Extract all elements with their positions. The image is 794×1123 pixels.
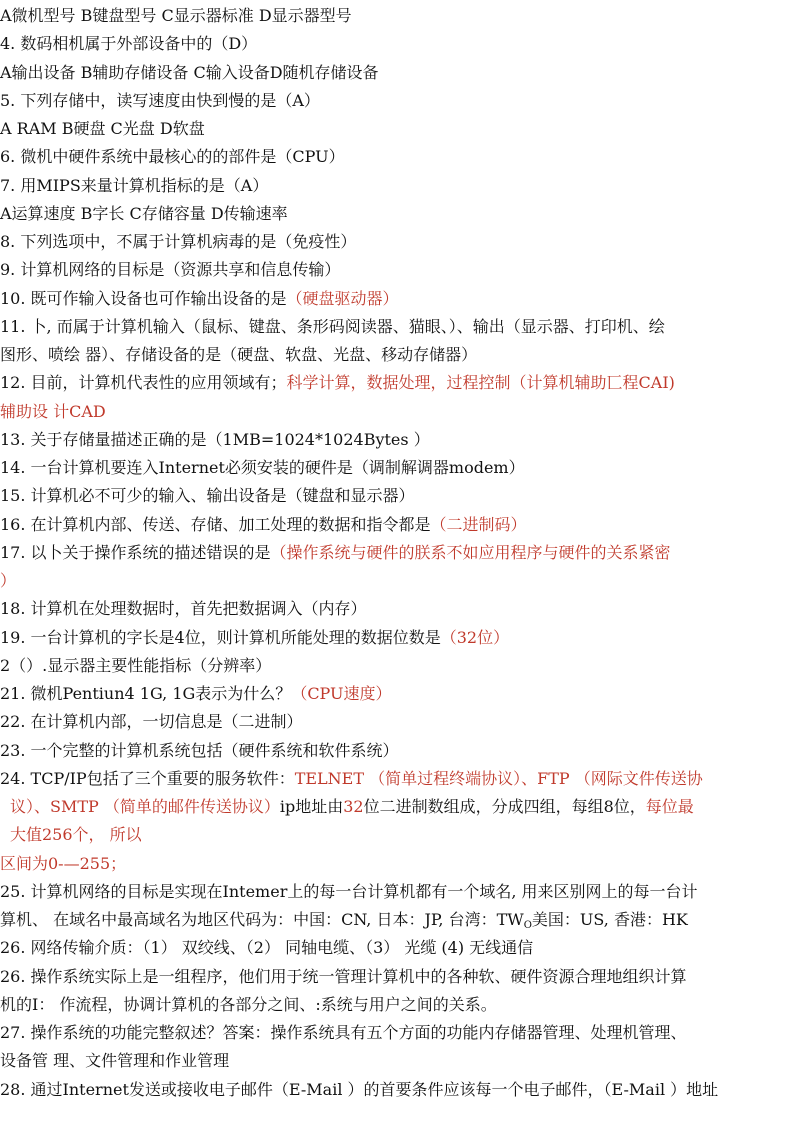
subscript-text: O <box>523 920 532 931</box>
line-text: A RAM B硬盘 C光盘 D软盘 <box>0 119 205 138</box>
text-line <box>0 854 794 874</box>
highlighted-answer: 科学计算，数据处理，过程控制（计算机辅助匸程CAI) <box>286 373 675 393</box>
text-line <box>0 204 794 224</box>
highlighted-answer: 32 <box>343 797 364 816</box>
highlighted-answer: 每位最 <box>645 797 694 816</box>
text-line <box>0 712 794 732</box>
line-text: 美国：US, 香港：HK <box>531 910 688 929</box>
line-text: A微机型号 B键盘型号 C显示器标准 D显示器型号 <box>0 6 352 25</box>
line-text: 10. 既可作输入设备也可作输出设备的是 <box>0 288 287 308</box>
line-text: 2（）.显示器主要性能指标（分辨率） <box>0 655 272 675</box>
text-line <box>0 825 794 845</box>
highlighted-answer: 辅助设 计CAD <box>0 401 106 421</box>
line-text: 7. 用MIPS来量计算机指标的是（A） <box>0 175 269 195</box>
line-text: 27. 操作系统的功能完整叙述？答案：操作系统具有五个方面的功能内存储器管理、处理机管理、 <box>0 1023 687 1042</box>
line-text: 14. 一台计算机要连入Internet必须安装的硬件是（调制解调器modem） <box>0 458 525 477</box>
line-text: 25. 计算机网络的目标是实现在Intemer上的每一台计算机都有一个域名, 用来区别网上的每一台计 <box>0 881 698 901</box>
text-line <box>0 797 794 817</box>
text-line <box>0 571 794 591</box>
text-line <box>0 1023 794 1043</box>
highlighted-answer: （二进制码） <box>430 514 527 534</box>
text-line <box>0 1080 794 1100</box>
line-text: 5. 下列存储中，读写速度由快到慢的是（A） <box>0 90 320 110</box>
text-line <box>0 430 794 450</box>
line-text: 算机、 在域名中最高域名为地区代码为：中国：CN, 日本：JP, 台湾：TW <box>0 910 524 929</box>
line-text: 17. 以卜关于操作系统的描述错误的是 <box>0 542 271 562</box>
text-line <box>0 34 794 54</box>
line-text: 26. 操作系统实际上是一组程序，他们用于统一管理计算机中的各种软、硬件资源合理地组织计算 <box>0 966 687 986</box>
text-line <box>0 599 794 619</box>
line-text: 21. 微机Pentiun4 1G, 1G表示为什么？ <box>0 684 292 703</box>
text-line <box>0 91 794 111</box>
line-text: 18. 计算机在处理数据时，首先把数据调入（内存） <box>0 599 367 619</box>
line-text: 22. 在计算机内部，一切信息是（二进制） <box>0 712 303 732</box>
text-line <box>0 543 794 563</box>
highlighted-answer: TELNET （简单过程终端协议）、FTP （网际文件传送协 <box>294 768 703 788</box>
line-text: 12. 目前，计算机代表性的应用领域有； <box>0 373 287 393</box>
text-line <box>0 402 794 422</box>
line-text: 28. 通过Internet发送或接收电子邮件（E-Mail ）的首要条件应该每一个电子邮件，（E-Mail ）地址 <box>0 1079 719 1099</box>
text-line <box>0 684 794 704</box>
line-text: 16. 在计算机内部、传送、存储、加工处理的数据和指令都是 <box>0 514 431 534</box>
highlighted-answer: （硬盘驱动器） <box>286 288 399 308</box>
line-text: 图形、喷绘 器）、存储设备的是（硬盘、软盘、光盘、移动存储器） <box>0 345 478 364</box>
text-line <box>0 486 794 506</box>
text-line <box>0 628 794 648</box>
text-line <box>0 882 794 902</box>
text-line <box>0 119 794 139</box>
line-text: 6. 微机中硬件系统中最核心的的部件是（CPU） <box>0 147 345 167</box>
highlighted-answer: ） <box>0 571 17 590</box>
text-line <box>0 1051 794 1071</box>
text-line <box>0 63 794 83</box>
text-line <box>0 6 794 26</box>
line-text: 机的I： 作流程，协调计算机的各部分之间、:系统与用户之间的关系。 <box>0 994 497 1014</box>
text-line <box>0 147 794 167</box>
text-line <box>0 967 794 987</box>
line-text: 23. 一个完整的计算机系统包括（硬件系统和软件系统） <box>0 740 399 760</box>
highlighted-answer: 区间为0-—255； <box>0 853 127 873</box>
text-line <box>0 938 794 958</box>
text-line <box>0 373 794 393</box>
highlighted-answer: 大值256个， 所以 <box>10 825 142 845</box>
text-line <box>0 345 794 365</box>
line-text: A运算速度 B字长 C存储容量 D传输速率 <box>0 203 288 223</box>
line-text: 26. 网络传输介质：（1） 双绞线、（2） 同轴电缆、（3） 光缆 (4) 无线通信 <box>0 938 534 958</box>
text-line <box>0 260 794 280</box>
line-text: ip地址由 <box>279 797 344 816</box>
highlighted-answer: （CPU速度） <box>291 684 392 703</box>
line-text: 15. 计算机必不可少的输入、输出设备是（键盘和显示器） <box>0 486 415 506</box>
line-text: A输出设备 B辅助存储设备 C输入设备D随机存储设备 <box>0 62 379 82</box>
highlighted-answer: （操作系统与硬件的朕系不如应用程序与硬件的关系紧密 <box>270 542 671 562</box>
text-line <box>0 176 794 196</box>
text-line <box>0 910 794 936</box>
line-text: 24. TCP/IP包括了三个重要的服务软件： <box>0 768 295 788</box>
text-line <box>0 995 794 1015</box>
line-text: 11. 卜, 而属于计算机输入（鼠标、键盘、条形码阅读器、猫眼、）、输出（显示器、打印机、绘 <box>0 316 665 336</box>
text-line <box>0 458 794 478</box>
text-line <box>0 769 794 789</box>
text-line <box>0 741 794 761</box>
line-text: 13. 关于存储量描述正确的是（1MB=1024*1024Bytes ） <box>0 429 430 449</box>
text-line <box>0 317 794 337</box>
text-line <box>0 232 794 252</box>
line-text: 9. 计算机网络的目标是（资源共享和信息传输） <box>0 260 341 280</box>
highlighted-answer: 议）、SMTP （简单的邮件传送协议） <box>10 797 280 816</box>
line-text: 8. 下列选项中，不属于计算机病毒的是（免疫性） <box>0 232 357 251</box>
highlighted-answer: （32位） <box>440 627 510 647</box>
text-line <box>0 515 794 535</box>
line-text: 4. 数码相机属于外部设备中的（D） <box>0 34 258 54</box>
text-line <box>0 289 794 309</box>
line-text: 19. 一台计算机的字长是4位，则计算机所能处理的数据位数是 <box>0 627 441 647</box>
line-text: 设备管 理、文件管理和作业管理 <box>0 1051 230 1071</box>
line-text: 位二进制数组成，分成四组，每组8位， <box>363 797 646 816</box>
text-line <box>0 656 794 676</box>
